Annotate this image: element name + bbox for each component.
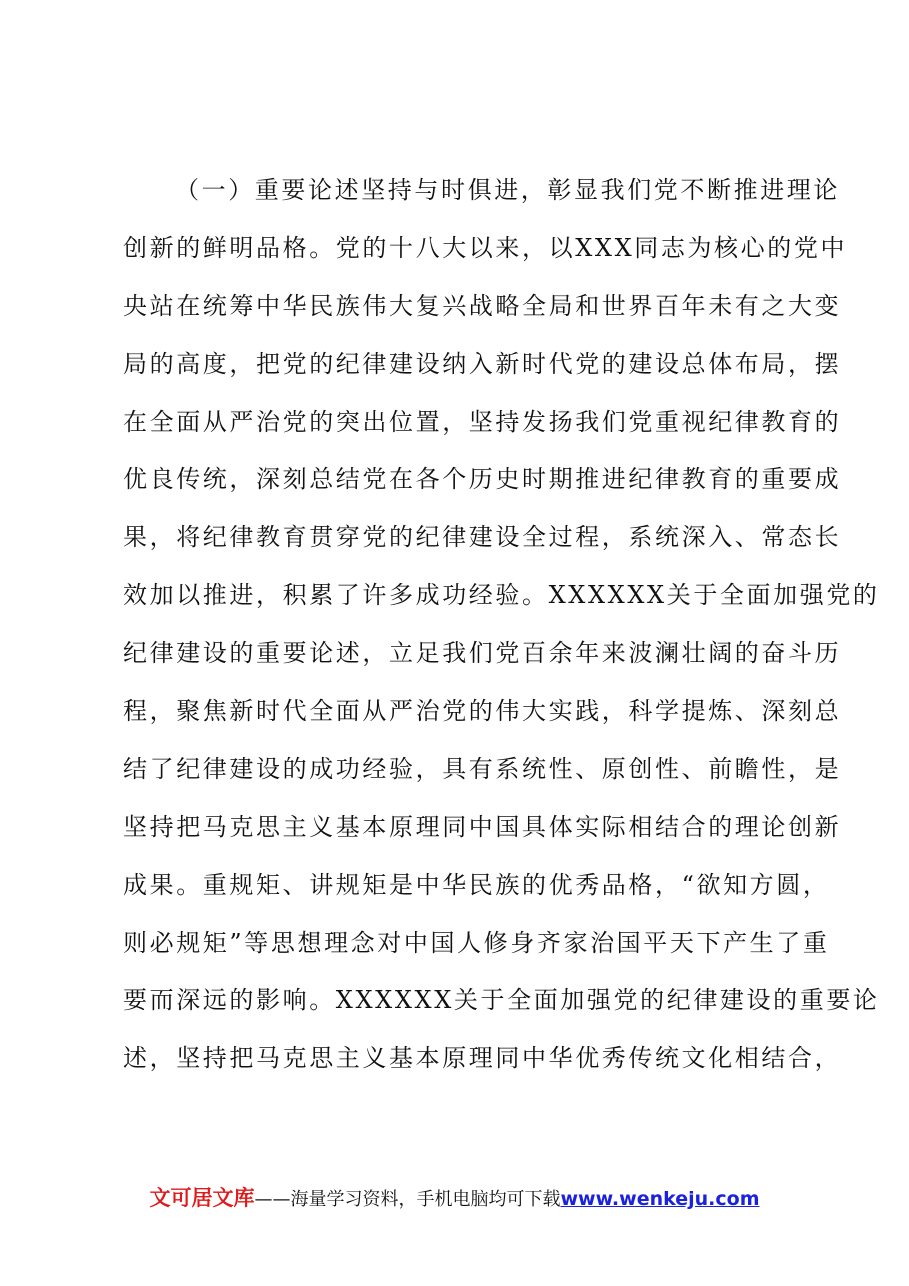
paragraph-line-3: 央站在统筹中华民族伟大复兴战略全局和世界百年未有之大变 [123,291,842,320]
paragraph-line-9: 纪律建设的重要论述，立足我们党百余年来波澜壮阔的奋斗历 [123,639,842,668]
paragraph-line-7: 果，将纪律教育贯穿党的纪律建设全过程，系统深入、常态长 [123,523,842,552]
paragraph-line-14: 则必规矩”等思想理念对中国人修身齐家治国平天下产生了重 [123,928,830,957]
paragraph-line-8: 效加以推进，积累了许多成功经验。XXXXXX关于全面加强党的 [123,581,880,610]
footer-tagline: ——海量学习资料，手机电脑均可下载 [254,1189,561,1210]
paragraph-line-10: 程，聚焦新时代全面从严治党的伟大实践，科学提炼、深刻总 [123,697,842,726]
paragraph-line-4: 局的高度，把党的纪律建设纳入新时代党的建设总体布局，摆 [123,349,842,378]
paragraph-line-11: 结了纪律建设的成功经验，具有系统性、原创性、前瞻性，是 [123,754,842,783]
body-paragraph [123,162,880,1088]
paragraph-line-1: （一）重要论述坚持与时俱进，彰显我们党不断推进理论 [175,176,840,204]
paragraph-line-15: 要而深远的影响。XXXXXX关于全面加强党的纪律建设的重要论 [123,986,880,1015]
paragraph-line-2: 创新的鲜明品格。党的十八大以来，以XXX同志为核心的党中 [123,233,848,262]
paragraph-line-16: 述，坚持把马克思主义基本原理同中华优秀传统文化相结合， [123,1044,842,1073]
brand-name: 文可居文库 [149,1186,255,1210]
website-link[interactable]: www.wenkeju.com [560,1188,760,1210]
paragraph-line-6: 优良传统，深刻总结党在各个历史时期推进纪律教育的重要成 [123,465,842,494]
paragraph-line-5: 在全面从严治党的突出位置，坚持发扬我们党重视纪律教育的 [123,407,842,436]
paragraph-line-12: 坚持把马克思主义基本原理同中国具体实际相结合的理论创新 [123,812,842,841]
footer-banner [0,1182,909,1212]
paragraph-line-13: 成果。重规矩、讲规矩是中华民族的优秀品格，“欲知方圆， [123,870,830,899]
